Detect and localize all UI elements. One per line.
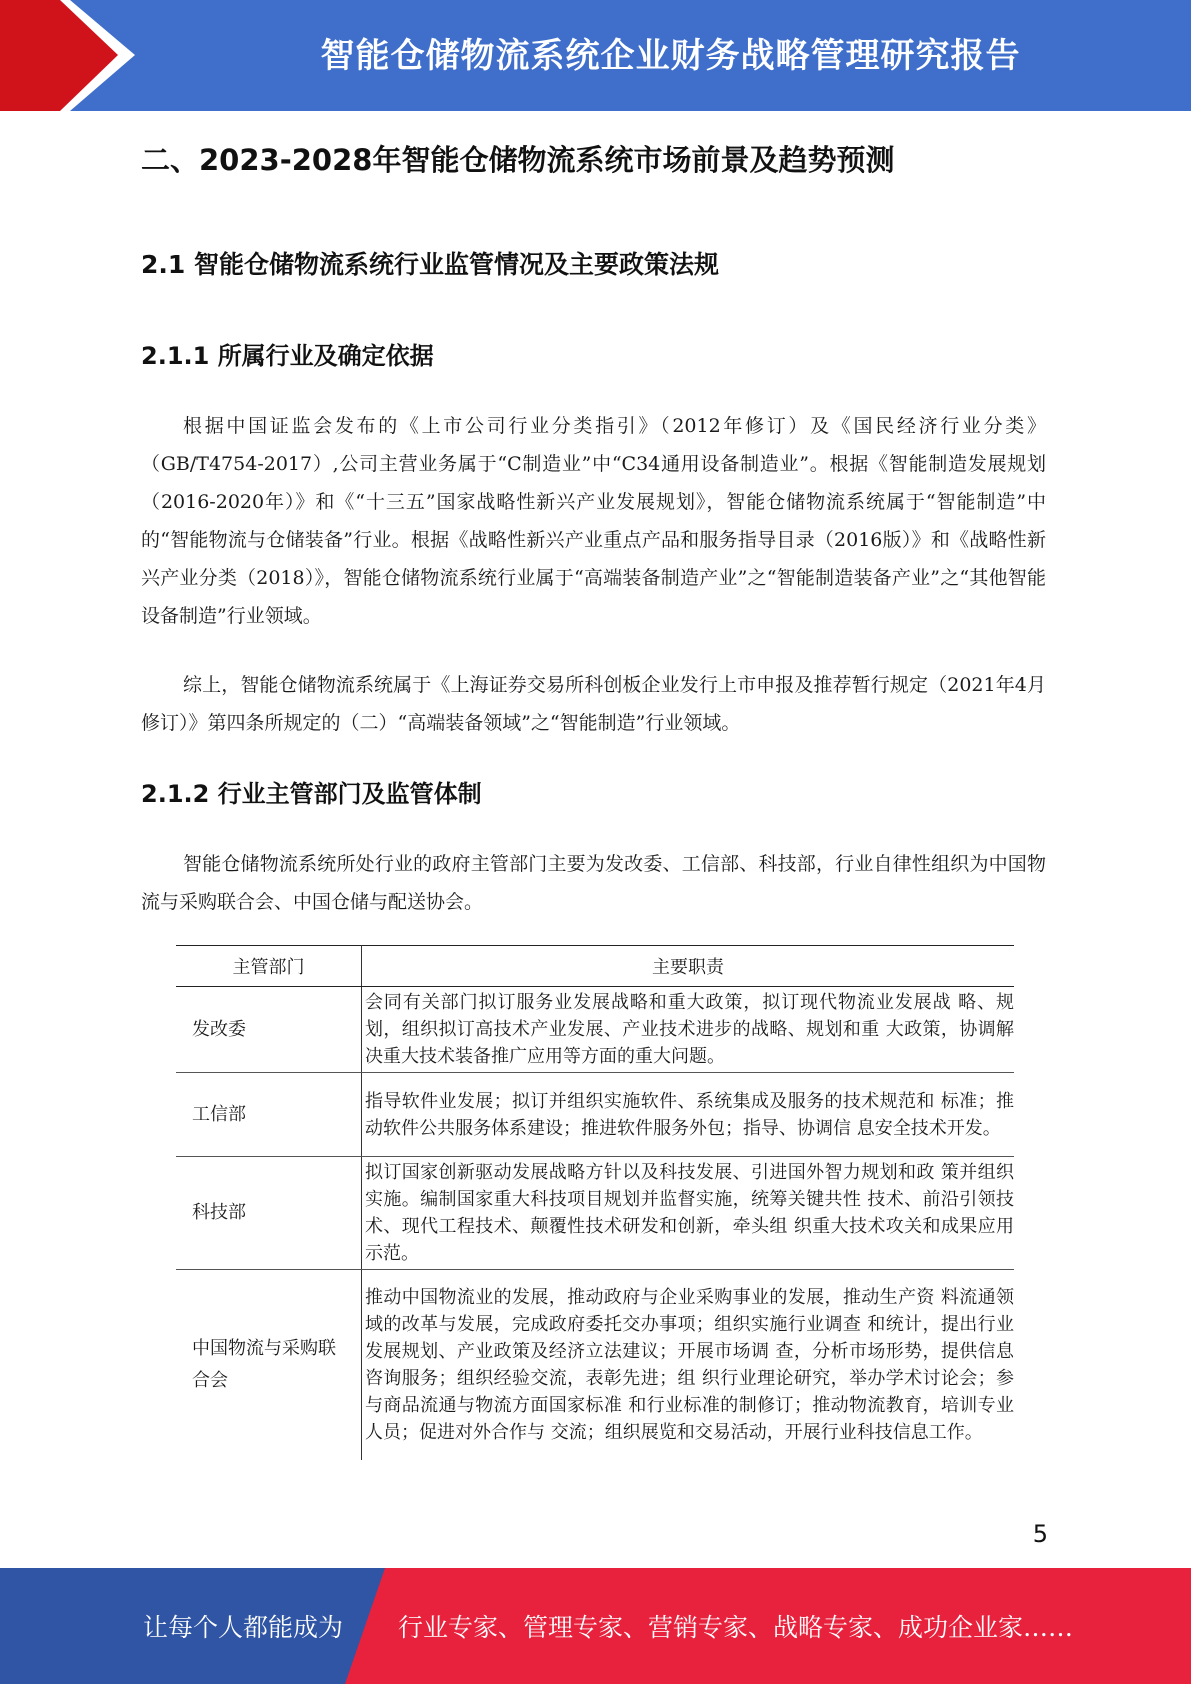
subsection-heading: 2.1 智能仓储物流系统行业监管情况及主要政策法规 <box>141 250 719 279</box>
table-header-row <box>176 946 1014 987</box>
table-row <box>176 1073 1014 1157</box>
dept-name: 发改委 <box>176 987 362 1073</box>
subsection-2-1-2-heading: 2.1.2 行业主管部门及监管体制 <box>141 780 482 808</box>
table-row <box>176 1157 1014 1270</box>
chevron-decoration <box>0 0 160 111</box>
header-banner <box>0 0 1191 111</box>
dept-name: 中国物流与采购联合会 <box>176 1270 362 1460</box>
paragraph-regulators: 智能仓储物流系统所处行业的政府主管部门主要为发改委、工信部、科技部，行业自律性组织为中国物流与采购联合会、中国仓储与配送协会。 <box>141 853 1046 913</box>
table-row <box>176 1270 1014 1460</box>
dept-name: 工信部 <box>176 1073 362 1157</box>
dept-duty: 会同有关部门拟订服务业发展战略和重大政策，拟订现代物流业发展战 略、规划，组织拟订高技术产业发展、产业技术进步的战略、规划和重 大政策，协调解决重大技术装备推广应用等方面的重大问题。 <box>362 987 1015 1073</box>
table-header-dept: 主管部门 <box>176 946 362 987</box>
dept-duty: 拟订国家创新驱动发展战略方针以及科技发展、引进国外智力规划和政 策并组织实施。编制国家重大科技项目规划并监督实施，统筹关键共性 技术、前沿引领技术、现代工程技术、颠覆性技术研发和创新，牵头组 织重大技术攻关和成果应用示范。 <box>362 1157 1015 1270</box>
footer-slogan-left: 让每个人都能成为 <box>143 1613 344 1642</box>
subsection-2-1-1-heading: 2.1.1 所属行业及确定依据 <box>141 342 434 370</box>
table-header-duty: 主要职责 <box>362 946 1015 987</box>
table-row <box>176 987 1014 1073</box>
dept-duty: 指导软件业发展；拟订并组织实施软件、系统集成及服务的技术规范和 标准；推动软件公共服务体系建设；推进软件服务外包；指导、协调信 息安全技术开发。 <box>362 1073 1015 1157</box>
paragraph-summary: 综上，智能仓储物流系统属于《上海证券交易所科创板企业发行上市申报及推荐暂行规定（2021年4月修订）》第四条所规定的（二）“高端装备领域”之“智能制造”行业领域。 <box>141 674 1046 734</box>
paragraph-industry-basis: 根据中国证监会发布的《上市公司行业分类指引》（2012年修订）及《国民经济行业分类》（GB/T4754-2017）,公司主营业务属于“C制造业”中“C34通用设备制造业”。根据《智能制造发展规划（2016-2020年）》和《“十三五”国家战略性新兴产业发展规划》，智能仓储物流系统属于“智能制造”中的“智能物流与仓储装备”行业。根据《战略性新兴产业重点产品和服务指导目录（2016版）》和《战略性新兴产业分类（2018）》，智能仓储物流系统行业属于“高端装备制造产业”之“智能制造装备产业”之“其他智能设备制造”行业领域。 <box>141 415 1046 627</box>
report-title: 智能仓储物流系统企业财务战略管理研究报告 <box>320 35 1021 76</box>
section-heading: 二、2023-2028年智能仓储物流系统市场前景及趋势预测 <box>141 143 895 177</box>
regulator-table <box>176 945 1014 1460</box>
dept-name: 科技部 <box>176 1157 362 1270</box>
footer-banner <box>0 1568 1191 1684</box>
dept-duty: 推动中国物流业的发展，推动政府与企业采购事业的发展，推动生产资 料流通领域的改革与发展，完成政府委托交办事项；组织实施行业调查 和统计，提出行业发展规划、产业政策及经济立法建议；开展市场调 查，分析市场形势，提供信息咨询服务；组织经验交流，表彰先进；组 织行业理论研究，举办学术讨论会；参与商品流通与物流方面国家标准 和行业标准的制修订；推动物流教育，培训专业人员；促进对外合作与 交流；组织展览和交易活动，开展行业科技信息工作。 <box>365 1286 1014 1443</box>
footer-slogan-right: 行业专家、管理专家、营销专家、战略专家、成功企业家…… <box>398 1613 1074 1642</box>
page-number: 5 <box>1032 1520 1048 1548</box>
